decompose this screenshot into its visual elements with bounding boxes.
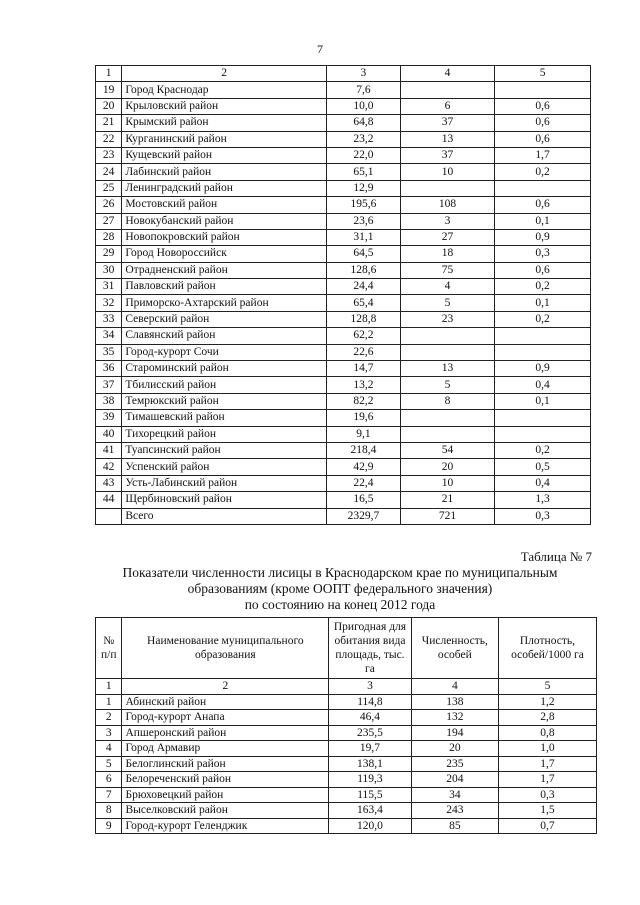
- cell-v5: 1,7: [498, 756, 596, 772]
- table-row: [96, 311, 591, 327]
- cell-name: Тимашевский район: [122, 410, 327, 426]
- cell-name: Белоглинский район: [122, 756, 329, 772]
- cell-v5: [495, 82, 591, 98]
- cell-num: 25: [96, 180, 122, 196]
- cell-v3: 114,8: [329, 694, 412, 710]
- cell-name: Павловский район: [122, 279, 327, 295]
- table-row: [96, 328, 591, 344]
- table-row: [96, 741, 597, 757]
- cell-v3: 119,3: [329, 772, 412, 788]
- table-row: [96, 164, 591, 180]
- cell-v5: 0,6: [495, 98, 591, 114]
- cell-v5: 0,2: [495, 279, 591, 295]
- table-row: [96, 279, 591, 295]
- cell-v5: 0,2: [495, 442, 591, 458]
- cell-num: 4: [96, 741, 122, 757]
- cell-name: Крымский район: [122, 115, 327, 131]
- table-row: [96, 803, 597, 819]
- table-row: [96, 344, 591, 360]
- header-name: Наименование муниципального образования: [122, 618, 329, 679]
- cell-v4: 18: [400, 246, 494, 262]
- table-title-line: по состоянию на конец 2012 года: [244, 597, 436, 612]
- cell-v5: 0,6: [495, 131, 591, 147]
- cell-v3: 12,9: [326, 180, 400, 196]
- cell-name: Славянский район: [122, 328, 327, 344]
- column-number: 2: [122, 66, 327, 82]
- cell-num: 5: [96, 756, 122, 772]
- cell-name: Город-курорт Анапа: [122, 710, 329, 726]
- column-number: 5: [498, 679, 596, 695]
- cell-v3: 115,5: [329, 787, 412, 803]
- page-number: 7: [317, 42, 323, 56]
- cell-v3: 7,6: [326, 82, 400, 98]
- cell-v3: 2329,7: [326, 508, 400, 524]
- table-row: [96, 459, 591, 475]
- cell-v3: 64,5: [326, 246, 400, 262]
- cell-v3: 120,0: [329, 818, 412, 834]
- cell-v5: 0,2: [495, 311, 591, 327]
- table-row: [96, 377, 591, 393]
- cell-v4: 194: [411, 725, 498, 741]
- cell-v5: 0,6: [495, 197, 591, 213]
- cell-v4: 235: [411, 756, 498, 772]
- cell-v5: 0,8: [498, 725, 596, 741]
- cell-name: Город Краснодар: [122, 82, 327, 98]
- cell-v3: 82,2: [326, 393, 400, 409]
- table-row: [96, 725, 597, 741]
- cell-v3: 65,4: [326, 295, 400, 311]
- fox-population-table: [95, 617, 597, 834]
- cell-v3: 22,0: [326, 147, 400, 163]
- continued-data-table: [95, 65, 591, 525]
- cell-num: 26: [96, 197, 122, 213]
- cell-num: 30: [96, 262, 122, 278]
- table-row: [96, 426, 591, 442]
- cell-v5: 0,1: [495, 295, 591, 311]
- cell-num: 33: [96, 311, 122, 327]
- cell-name: Темрюкский район: [122, 393, 327, 409]
- table-row: [96, 262, 591, 278]
- cell-v3: 22,4: [326, 475, 400, 491]
- cell-num: 23: [96, 147, 122, 163]
- cell-v3: 195,6: [326, 197, 400, 213]
- cell-num: 20: [96, 98, 122, 114]
- cell-v4: [400, 344, 494, 360]
- cell-v5: 0,1: [495, 393, 591, 409]
- cell-num: 44: [96, 492, 122, 508]
- cell-name: Щербиновский район: [122, 492, 327, 508]
- cell-v4: 37: [400, 147, 494, 163]
- cell-v5: 1,0: [498, 741, 596, 757]
- cell-num: 6: [96, 772, 122, 788]
- cell-v5: 2,8: [498, 710, 596, 726]
- table-title-line: Показатели численности лисицы в Краснодарском крае по муниципальным: [122, 565, 558, 580]
- cell-v3: 14,7: [326, 361, 400, 377]
- cell-name: Успенский район: [122, 459, 327, 475]
- cell-v5: 0,2: [495, 164, 591, 180]
- cell-v3: 128,8: [326, 311, 400, 327]
- cell-v3: 235,5: [329, 725, 412, 741]
- column-number-row: [96, 679, 597, 695]
- cell-v4: [400, 180, 494, 196]
- table-row: [96, 82, 591, 98]
- cell-v5: 0,1: [495, 213, 591, 229]
- cell-v4: 37: [400, 115, 494, 131]
- table-caption: Таблица № 7: [520, 549, 592, 564]
- cell-v4: 13: [400, 361, 494, 377]
- cell-name: Новокубанский район: [122, 213, 327, 229]
- cell-v3: 65,1: [326, 164, 400, 180]
- cell-num: 39: [96, 410, 122, 426]
- table-row: [96, 131, 591, 147]
- header-num: № п/п: [96, 618, 122, 679]
- table-row: [96, 410, 591, 426]
- table-row: [96, 147, 591, 163]
- column-number: 1: [96, 679, 122, 695]
- table-row: [96, 98, 591, 114]
- cell-v3: 62,2: [326, 328, 400, 344]
- table-row: [96, 197, 591, 213]
- column-number: 5: [495, 66, 591, 82]
- cell-v5: 0,4: [495, 475, 591, 491]
- cell-v5: 0,9: [495, 229, 591, 245]
- cell-v5: 1,7: [495, 147, 591, 163]
- cell-v5: 1,5: [498, 803, 596, 819]
- cell-v4: 5: [400, 377, 494, 393]
- cell-v3: 10,0: [326, 98, 400, 114]
- cell-v3: 31,1: [326, 229, 400, 245]
- cell-v5: [495, 410, 591, 426]
- table-row: [96, 475, 591, 491]
- cell-v5: 0,4: [495, 377, 591, 393]
- cell-v3: 24,4: [326, 279, 400, 295]
- cell-v4: 34: [411, 787, 498, 803]
- cell-v3: 163,4: [329, 803, 412, 819]
- cell-name: Мостовский район: [122, 197, 327, 213]
- cell-name: Абинский район: [122, 694, 329, 710]
- cell-name: Тбилисский район: [122, 377, 327, 393]
- cell-v5: [495, 426, 591, 442]
- cell-name: Лабинский район: [122, 164, 327, 180]
- cell-v4: 75: [400, 262, 494, 278]
- cell-v3: 9,1: [326, 426, 400, 442]
- cell-v5: 0,3: [498, 787, 596, 803]
- cell-v4: 20: [411, 741, 498, 757]
- cell-v3: 19,7: [329, 741, 412, 757]
- column-number: 2: [122, 679, 329, 695]
- cell-v4: 3: [400, 213, 494, 229]
- cell-num: 19: [96, 82, 122, 98]
- table-row: [96, 492, 591, 508]
- cell-num: 41: [96, 442, 122, 458]
- table-row: [96, 756, 597, 772]
- cell-v4: 20: [400, 459, 494, 475]
- cell-v5: 0,3: [495, 246, 591, 262]
- table-row: [96, 213, 591, 229]
- cell-v3: 13,2: [326, 377, 400, 393]
- cell-v4: 8: [400, 393, 494, 409]
- cell-name: Туапсинский район: [122, 442, 327, 458]
- cell-num: 2: [96, 710, 122, 726]
- cell-v4: 138: [411, 694, 498, 710]
- cell-v5: 0,6: [495, 115, 591, 131]
- cell-v4: 21: [400, 492, 494, 508]
- cell-name: Выселковский район: [122, 803, 329, 819]
- cell-name: Приморско-Ахтарский район: [122, 295, 327, 311]
- cell-v4: 27: [400, 229, 494, 245]
- table-row: [96, 229, 591, 245]
- cell-v3: 42,9: [326, 459, 400, 475]
- cell-v3: 64,8: [326, 115, 400, 131]
- cell-v3: 23,6: [326, 213, 400, 229]
- cell-v3: 23,2: [326, 131, 400, 147]
- column-number: 4: [400, 66, 494, 82]
- cell-v3: 46,4: [329, 710, 412, 726]
- cell-name: Тихорецкий район: [122, 426, 327, 442]
- cell-v4: [400, 82, 494, 98]
- cell-num: 7: [96, 787, 122, 803]
- cell-v3: 16,5: [326, 492, 400, 508]
- cell-v5: 1,3: [495, 492, 591, 508]
- table-row: [96, 710, 597, 726]
- cell-num: 37: [96, 377, 122, 393]
- cell-num: 35: [96, 344, 122, 360]
- cell-v4: 10: [400, 475, 494, 491]
- cell-v5: [495, 180, 591, 196]
- cell-num: 28: [96, 229, 122, 245]
- cell-v5: [495, 344, 591, 360]
- table-row: [96, 295, 591, 311]
- table-row: [96, 393, 591, 409]
- cell-name: Город-курорт Сочи: [122, 344, 327, 360]
- cell-v5: 1,2: [498, 694, 596, 710]
- cell-name: Город-курорт Геленджик: [122, 818, 329, 834]
- table-row: [96, 818, 597, 834]
- table-row: [96, 787, 597, 803]
- cell-num: 38: [96, 393, 122, 409]
- table-row: [96, 115, 591, 131]
- cell-num: 27: [96, 213, 122, 229]
- table-row: [96, 180, 591, 196]
- cell-v4: 5: [400, 295, 494, 311]
- cell-v3: 19,6: [326, 410, 400, 426]
- cell-num: 40: [96, 426, 122, 442]
- cell-name: Белореченский район: [122, 772, 329, 788]
- cell-name: Отрадненский район: [122, 262, 327, 278]
- cell-num: 21: [96, 115, 122, 131]
- column-number-row: [96, 66, 591, 82]
- cell-name: Крыловский район: [122, 98, 327, 114]
- cell-num: 24: [96, 164, 122, 180]
- cell-num: 1: [96, 694, 122, 710]
- cell-name: Ленинградский район: [122, 180, 327, 196]
- cell-v5: 0,6: [495, 262, 591, 278]
- cell-name: Город Новороссийск: [122, 246, 327, 262]
- cell-v4: 6: [400, 98, 494, 114]
- cell-v4: 23: [400, 311, 494, 327]
- header-area: Пригодная для обитания вида площадь, тыс. га: [329, 618, 412, 679]
- table-row: [96, 361, 591, 377]
- cell-name: Староминский район: [122, 361, 327, 377]
- cell-num: 36: [96, 361, 122, 377]
- cell-v4: 54: [400, 442, 494, 458]
- cell-num: 9: [96, 818, 122, 834]
- column-number: 4: [411, 679, 498, 695]
- cell-name: Брюховецкий район: [122, 787, 329, 803]
- cell-num: 31: [96, 279, 122, 295]
- cell-name: Курганинский район: [122, 131, 327, 147]
- cell-num: 43: [96, 475, 122, 491]
- table-row: [96, 772, 597, 788]
- cell-v4: [400, 410, 494, 426]
- cell-v5: 0,7: [498, 818, 596, 834]
- cell-num: 42: [96, 459, 122, 475]
- cell-v4: 132: [411, 710, 498, 726]
- cell-v3: 128,6: [326, 262, 400, 278]
- cell-v4: 204: [411, 772, 498, 788]
- cell-name: Апшеронский район: [122, 725, 329, 741]
- cell-v5: 0,5: [495, 459, 591, 475]
- cell-v3: 22,6: [326, 344, 400, 360]
- cell-v4: 10: [400, 164, 494, 180]
- cell-v4: 108: [400, 197, 494, 213]
- cell-name: Северский район: [122, 311, 327, 327]
- table-row: [96, 246, 591, 262]
- cell-num: 34: [96, 328, 122, 344]
- cell-v4: [400, 426, 494, 442]
- cell-v4: 721: [400, 508, 494, 524]
- cell-v4: 243: [411, 803, 498, 819]
- table-row: [96, 694, 597, 710]
- header-count: Численность, особей: [411, 618, 498, 679]
- column-number: 3: [326, 66, 400, 82]
- cell-v5: 0,3: [495, 508, 591, 524]
- cell-name: Всего: [122, 508, 327, 524]
- cell-v5: 0,9: [495, 361, 591, 377]
- cell-num: 32: [96, 295, 122, 311]
- table-row: [96, 442, 591, 458]
- header-row: [96, 618, 597, 679]
- cell-v3: 218,4: [326, 442, 400, 458]
- header-density: Плотность, особей/1000 га: [498, 618, 596, 679]
- cell-num: 29: [96, 246, 122, 262]
- cell-num: 3: [96, 725, 122, 741]
- cell-v3: 138,1: [329, 756, 412, 772]
- cell-name: Усть-Лабинский район: [122, 475, 327, 491]
- cell-num: 22: [96, 131, 122, 147]
- cell-v4: 85: [411, 818, 498, 834]
- cell-v4: 4: [400, 279, 494, 295]
- table-title-line: образованиям (кроме ООПТ федерального значения): [187, 581, 493, 596]
- cell-name: Кущевский район: [122, 147, 327, 163]
- cell-name: Город Армавир: [122, 741, 329, 757]
- cell-num: [96, 508, 122, 524]
- cell-num: 8: [96, 803, 122, 819]
- cell-v4: 13: [400, 131, 494, 147]
- cell-name: Новопокровский район: [122, 229, 327, 245]
- cell-v4: [400, 328, 494, 344]
- column-number: 3: [329, 679, 412, 695]
- cell-v5: [495, 328, 591, 344]
- table-title: [80, 565, 600, 613]
- table-row: [96, 508, 591, 524]
- cell-v5: 1,7: [498, 772, 596, 788]
- column-number: 1: [96, 66, 122, 82]
